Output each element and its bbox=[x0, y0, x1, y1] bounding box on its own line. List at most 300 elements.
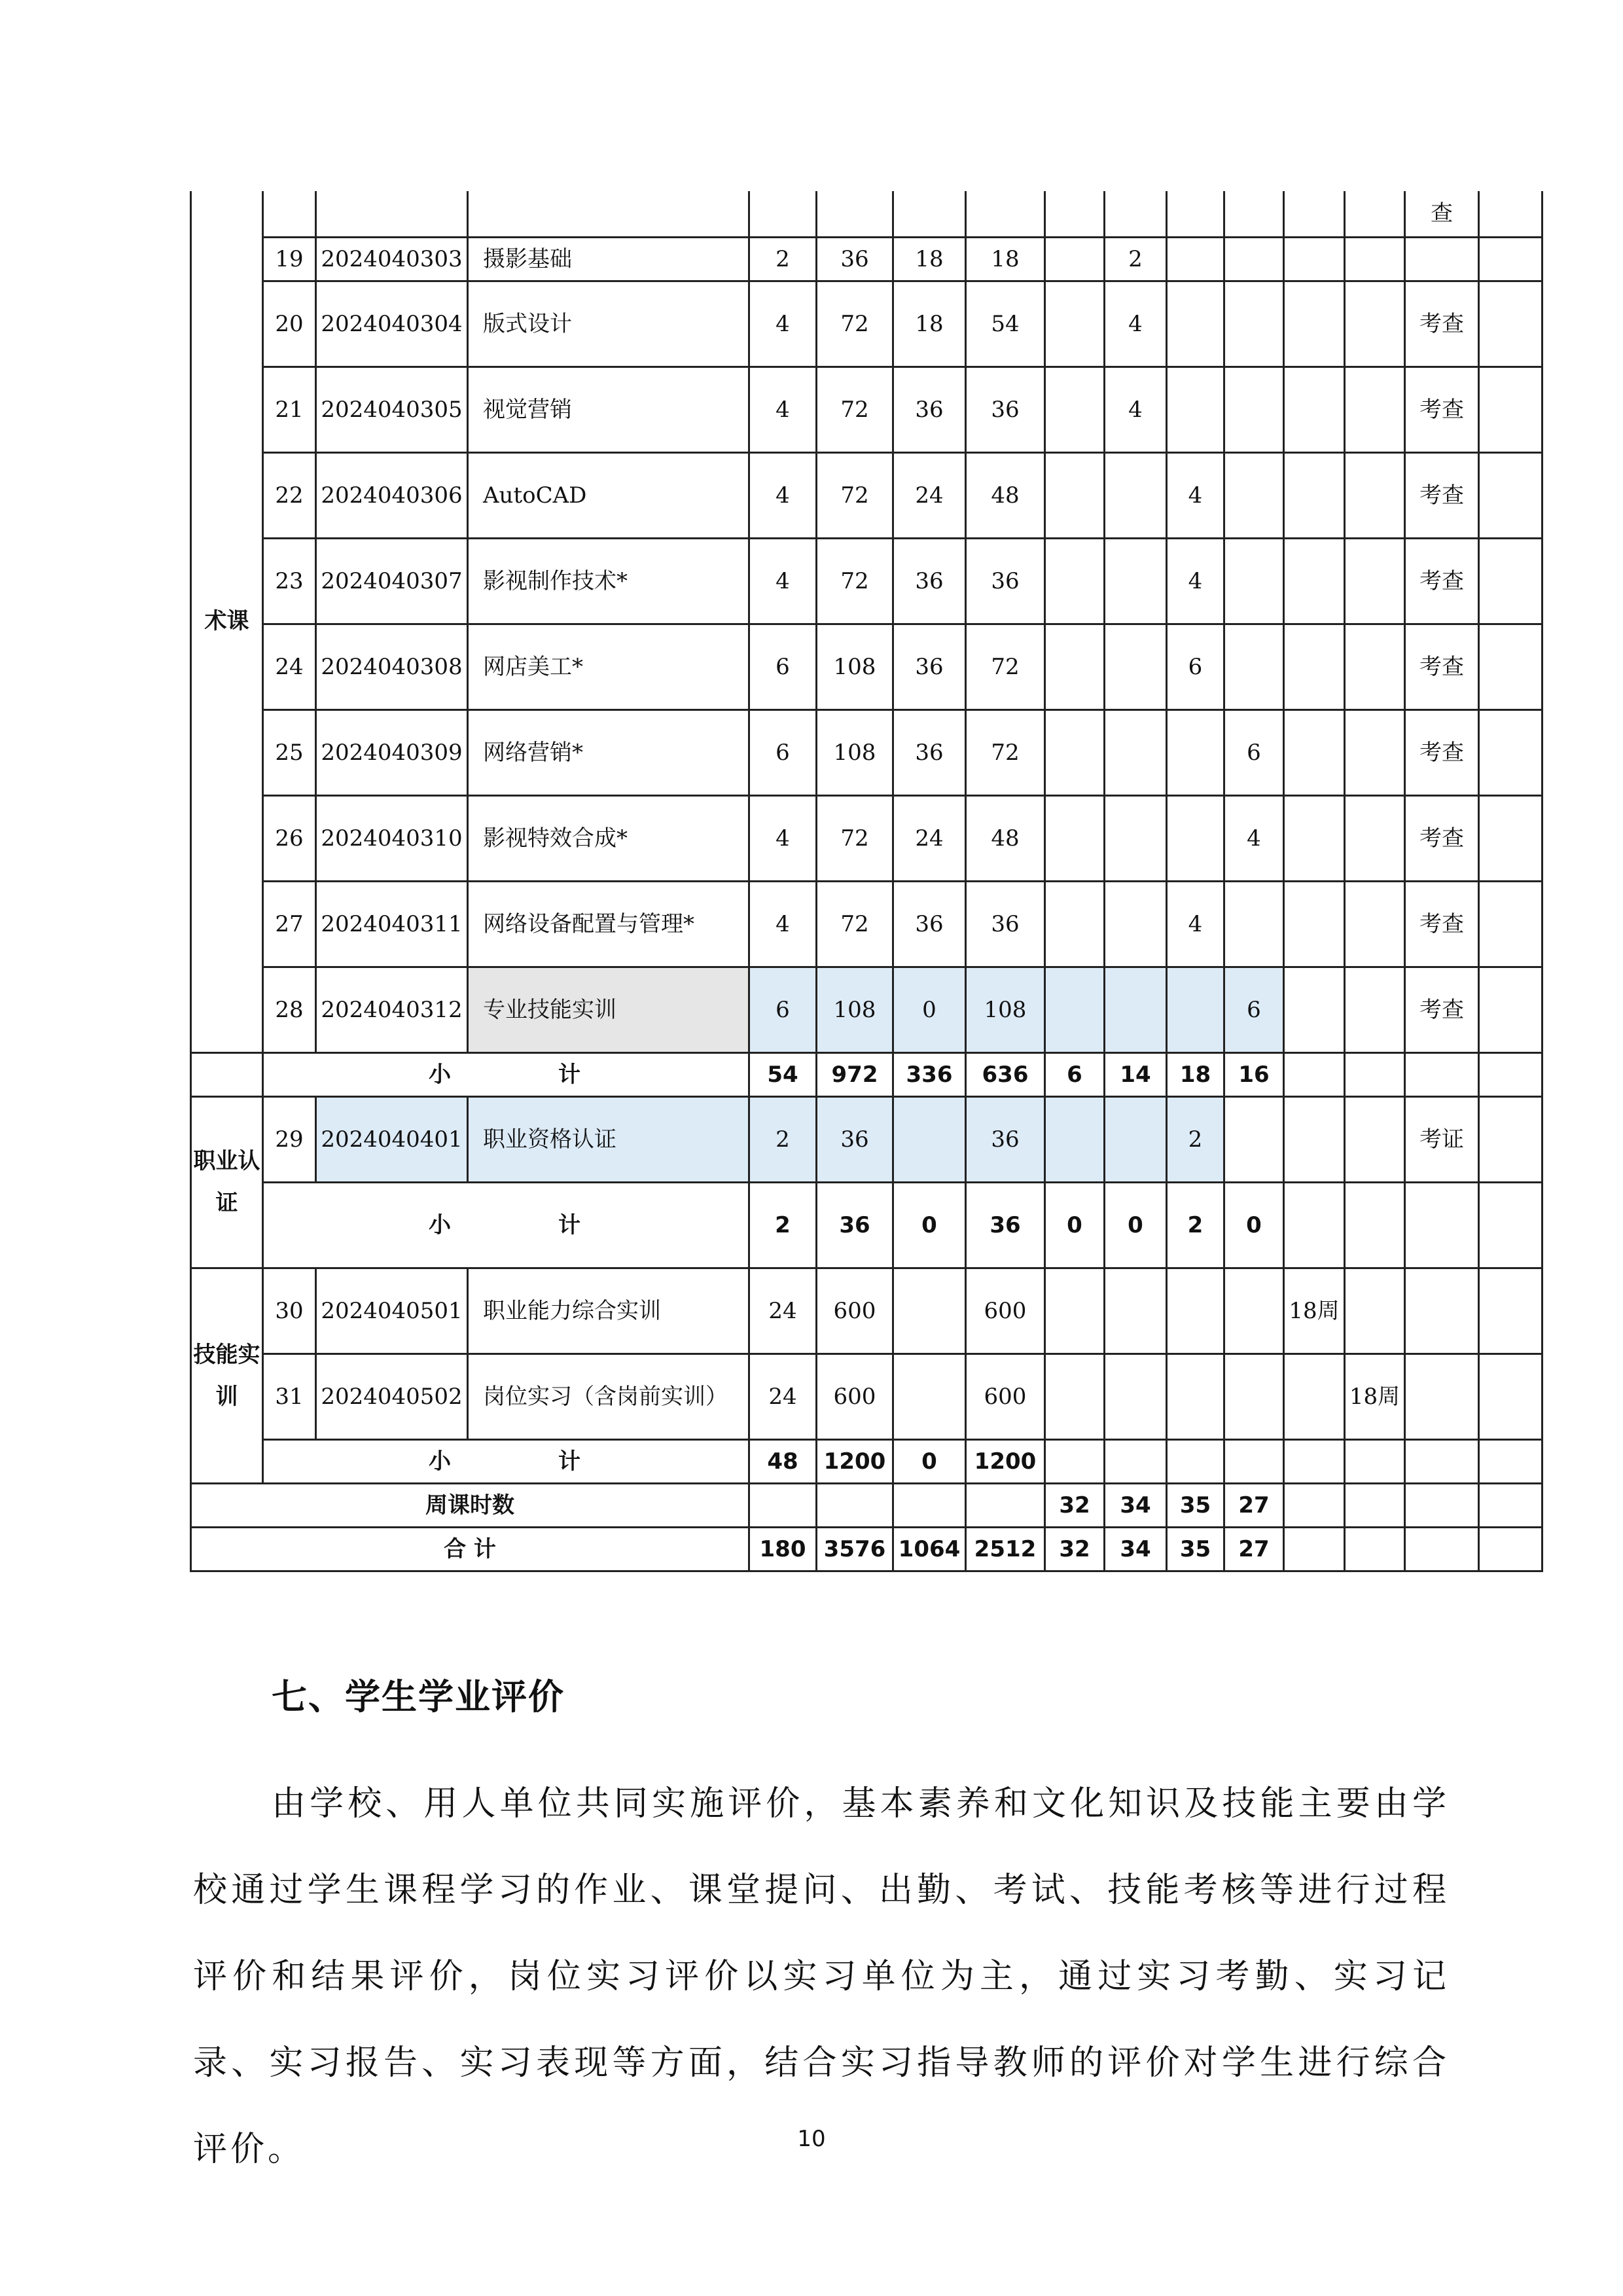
course-sem-2 bbox=[1105, 452, 1167, 538]
course-sem-6 bbox=[1345, 538, 1405, 624]
course-sem-5 bbox=[1284, 538, 1345, 624]
table-row bbox=[191, 1268, 1543, 1354]
course-hours: 72 bbox=[817, 452, 893, 538]
total-label: 合 计 bbox=[191, 1527, 749, 1571]
course-practice: 72 bbox=[966, 709, 1045, 795]
course-credits bbox=[749, 191, 817, 237]
course-note bbox=[1479, 281, 1543, 367]
course-credits: 4 bbox=[749, 367, 817, 452]
curriculum-table bbox=[190, 191, 1543, 1572]
course-theory: 36 bbox=[893, 367, 966, 452]
empty-cell bbox=[1345, 1483, 1405, 1527]
course-sem-5 bbox=[1284, 624, 1345, 709]
course-sem-3 bbox=[1167, 191, 1224, 237]
course-practice: 18 bbox=[966, 237, 1045, 281]
course-hours: 108 bbox=[817, 709, 893, 795]
course-hours: 36 bbox=[817, 237, 893, 281]
course-assessment bbox=[1405, 1268, 1479, 1354]
course-credits: 6 bbox=[749, 709, 817, 795]
weekly-hours-label: 周课时数 bbox=[191, 1483, 749, 1527]
course-code: 2024040311 bbox=[316, 881, 468, 967]
empty-cell bbox=[966, 1483, 1045, 1527]
course-sem-5 bbox=[1284, 367, 1345, 452]
course-hours: 72 bbox=[817, 367, 893, 452]
weekly-s2: 34 bbox=[1105, 1483, 1167, 1527]
course-credits: 24 bbox=[749, 1268, 817, 1354]
course-theory: 36 bbox=[893, 538, 966, 624]
course-hours: 72 bbox=[817, 881, 893, 967]
empty-cell bbox=[1284, 1439, 1345, 1483]
course-assessment: 考查 bbox=[1405, 367, 1479, 452]
course-hours: 600 bbox=[817, 1268, 893, 1354]
course-assessment: 考证 bbox=[1405, 1096, 1479, 1182]
course-sem-3 bbox=[1167, 281, 1224, 367]
course-sem-2: 4 bbox=[1105, 281, 1167, 367]
course-theory: 24 bbox=[893, 452, 966, 538]
course-sem-6: 18周 bbox=[1345, 1354, 1405, 1439]
course-sem-1 bbox=[1045, 709, 1105, 795]
empty-cell bbox=[1045, 1439, 1105, 1483]
course-sem-1 bbox=[1045, 367, 1105, 452]
course-practice: 72 bbox=[966, 624, 1045, 709]
course-assessment: 考查 bbox=[1405, 452, 1479, 538]
course-code: 2024040304 bbox=[316, 281, 468, 367]
course-assessment: 考查 bbox=[1405, 709, 1479, 795]
course-sem-5 bbox=[1284, 709, 1345, 795]
table-row bbox=[191, 367, 1543, 452]
course-sem-2 bbox=[1105, 881, 1167, 967]
course-sem-1 bbox=[1045, 1354, 1105, 1439]
course-sem-2 bbox=[1105, 191, 1167, 237]
course-sem-2 bbox=[1105, 624, 1167, 709]
course-theory: 18 bbox=[893, 281, 966, 367]
course-assessment: 考查 bbox=[1405, 538, 1479, 624]
category-tech-course: 术课 bbox=[191, 191, 263, 1052]
course-sem-6 bbox=[1345, 191, 1405, 237]
subtotal-label-left: 小 bbox=[429, 1448, 454, 1475]
course-sem-4 bbox=[1224, 452, 1284, 538]
table-row bbox=[191, 281, 1543, 367]
course-sem-5 bbox=[1284, 795, 1345, 881]
subtotal-label-right: 计 bbox=[558, 1448, 583, 1475]
course-no: 21 bbox=[263, 367, 316, 452]
course-practice: 108 bbox=[966, 967, 1045, 1052]
course-note bbox=[1479, 452, 1543, 538]
course-name: 职业资格认证 bbox=[468, 1096, 749, 1182]
course-code: 2024040303 bbox=[316, 237, 468, 281]
course-code: 2024040306 bbox=[316, 452, 468, 538]
empty-cell bbox=[1284, 1527, 1345, 1571]
course-code: 2024040310 bbox=[316, 795, 468, 881]
subtotal-theory: 336 bbox=[893, 1052, 966, 1096]
empty-cell bbox=[1479, 1439, 1543, 1483]
course-practice: 48 bbox=[966, 452, 1045, 538]
course-name: 影视制作技术* bbox=[468, 538, 749, 624]
course-sem-6 bbox=[1345, 452, 1405, 538]
course-sem-1 bbox=[1045, 795, 1105, 881]
empty-cell bbox=[1405, 1182, 1479, 1268]
course-sem-6 bbox=[1345, 1268, 1405, 1354]
empty-cell bbox=[1405, 1483, 1479, 1527]
table-row bbox=[191, 967, 1543, 1052]
total-s2: 34 bbox=[1105, 1527, 1167, 1571]
course-sem-1 bbox=[1045, 452, 1105, 538]
table-row bbox=[191, 538, 1543, 624]
course-code: 2024040307 bbox=[316, 538, 468, 624]
empty-cell bbox=[749, 1483, 817, 1527]
course-theory: 36 bbox=[893, 624, 966, 709]
course-hours: 72 bbox=[817, 795, 893, 881]
course-sem-4 bbox=[1224, 1096, 1284, 1182]
subtotal-credits: 2 bbox=[749, 1182, 817, 1268]
course-no: 23 bbox=[263, 538, 316, 624]
course-assessment: 考查 bbox=[1405, 967, 1479, 1052]
course-name: 影视特效合成* bbox=[468, 795, 749, 881]
course-assessment bbox=[1405, 1354, 1479, 1439]
course-sem-3 bbox=[1167, 795, 1224, 881]
category-blank bbox=[191, 1052, 263, 1096]
course-practice: 36 bbox=[966, 1096, 1045, 1182]
course-note bbox=[1479, 1268, 1543, 1354]
course-sem-6 bbox=[1345, 967, 1405, 1052]
course-credits: 2 bbox=[749, 237, 817, 281]
course-no: 22 bbox=[263, 452, 316, 538]
course-note bbox=[1479, 967, 1543, 1052]
empty-cell bbox=[1167, 1439, 1224, 1483]
course-sem-3: 4 bbox=[1167, 452, 1224, 538]
empty-cell bbox=[1224, 1439, 1284, 1483]
course-sem-4 bbox=[1224, 1354, 1284, 1439]
course-sem-4 bbox=[1224, 367, 1284, 452]
course-credits: 6 bbox=[749, 624, 817, 709]
course-note bbox=[1479, 709, 1543, 795]
course-sem-2: 4 bbox=[1105, 367, 1167, 452]
course-note bbox=[1479, 191, 1543, 237]
course-credits: 4 bbox=[749, 881, 817, 967]
empty-cell bbox=[1284, 1483, 1345, 1527]
course-code: 2024040501 bbox=[316, 1268, 468, 1354]
course-sem-2 bbox=[1105, 795, 1167, 881]
course-sem-3: 4 bbox=[1167, 538, 1224, 624]
course-name: 视觉营销 bbox=[468, 367, 749, 452]
subtotal-hours: 36 bbox=[817, 1182, 893, 1268]
course-name: 网络营销* bbox=[468, 709, 749, 795]
course-sem-5 bbox=[1284, 967, 1345, 1052]
course-hours: 108 bbox=[817, 967, 893, 1052]
course-theory bbox=[893, 1268, 966, 1354]
weekly-s1: 32 bbox=[1045, 1483, 1105, 1527]
course-theory: 36 bbox=[893, 709, 966, 795]
course-name: 岗位实习（含岗前实训） bbox=[468, 1354, 749, 1439]
course-assessment: 考查 bbox=[1405, 881, 1479, 967]
course-sem-1 bbox=[1045, 881, 1105, 967]
course-code: 2024040502 bbox=[316, 1354, 468, 1439]
course-sem-4: 6 bbox=[1224, 967, 1284, 1052]
course-sem-6 bbox=[1345, 881, 1405, 967]
subtotal-s2: 0 bbox=[1105, 1182, 1167, 1268]
course-name: 版式设计 bbox=[468, 281, 749, 367]
course-sem-2 bbox=[1105, 538, 1167, 624]
course-s2 bbox=[1105, 1096, 1167, 1182]
course-hours: 108 bbox=[817, 624, 893, 709]
subtotal-label-left: 小 bbox=[429, 1061, 454, 1088]
course-sem-3 bbox=[1167, 367, 1224, 452]
course-name: 网络设备配置与管理* bbox=[468, 881, 749, 967]
subtotal-s3: 2 bbox=[1167, 1182, 1224, 1268]
empty-cell bbox=[1479, 1052, 1543, 1096]
course-theory: 18 bbox=[893, 237, 966, 281]
section-heading: 七、学生学业评价 bbox=[272, 1676, 565, 1717]
total-s4: 27 bbox=[1224, 1527, 1284, 1571]
empty-cell bbox=[1284, 1052, 1345, 1096]
subtotal-credits: 54 bbox=[749, 1052, 817, 1096]
subtotal-label-right: 计 bbox=[558, 1211, 583, 1238]
course-sem-2: 2 bbox=[1105, 237, 1167, 281]
course-sem-4 bbox=[1224, 281, 1284, 367]
course-sem-4 bbox=[1224, 191, 1284, 237]
course-sem-5: 18周 bbox=[1284, 1268, 1345, 1354]
course-no: 25 bbox=[263, 709, 316, 795]
course-no: 26 bbox=[263, 795, 316, 881]
course-sem-5 bbox=[1284, 881, 1345, 967]
empty-cell bbox=[1345, 1052, 1405, 1096]
course-s1 bbox=[1045, 1096, 1105, 1182]
course-sem-4 bbox=[1224, 1268, 1284, 1354]
subtotal-s1: 6 bbox=[1045, 1052, 1105, 1096]
course-no: 19 bbox=[263, 237, 316, 281]
category-cert: 职业认证 bbox=[191, 1096, 263, 1268]
subtotal-s3: 18 bbox=[1167, 1052, 1224, 1096]
subtotal-practice: 1200 bbox=[966, 1439, 1045, 1483]
course-code: 2024040309 bbox=[316, 709, 468, 795]
course-sem-5 bbox=[1284, 281, 1345, 367]
table-row bbox=[191, 1096, 1543, 1182]
table-row bbox=[191, 191, 1543, 237]
table-row bbox=[191, 709, 1543, 795]
empty-cell bbox=[1284, 1182, 1345, 1268]
course-sem-3 bbox=[1167, 709, 1224, 795]
subtotal-label bbox=[263, 1052, 749, 1096]
table-row bbox=[191, 1354, 1543, 1439]
subtotal-theory: 0 bbox=[893, 1439, 966, 1483]
empty-cell bbox=[1105, 1439, 1167, 1483]
course-assessment bbox=[1405, 237, 1479, 281]
subtotal-s2: 14 bbox=[1105, 1052, 1167, 1096]
course-sem-1 bbox=[1045, 191, 1105, 237]
subtotal-label-right: 计 bbox=[558, 1061, 583, 1088]
course-sem-5 bbox=[1284, 452, 1345, 538]
course-s3: 2 bbox=[1167, 1096, 1224, 1182]
course-sem-4 bbox=[1224, 538, 1284, 624]
total-s1: 32 bbox=[1045, 1527, 1105, 1571]
table-row bbox=[191, 795, 1543, 881]
course-credits: 6 bbox=[749, 967, 817, 1052]
course-sem-5 bbox=[1284, 1354, 1345, 1439]
course-sem-6 bbox=[1345, 624, 1405, 709]
subtotal-hours: 1200 bbox=[817, 1439, 893, 1483]
subtotal-label bbox=[263, 1439, 749, 1483]
course-sem-4: 6 bbox=[1224, 709, 1284, 795]
subtotal-practice: 636 bbox=[966, 1052, 1045, 1096]
weekly-s3: 35 bbox=[1167, 1483, 1224, 1527]
course-sem-3 bbox=[1167, 1354, 1224, 1439]
course-note bbox=[1479, 538, 1543, 624]
course-sem-6 bbox=[1345, 367, 1405, 452]
subtotal-practice: 36 bbox=[966, 1182, 1045, 1268]
subtotal-credits: 48 bbox=[749, 1439, 817, 1483]
course-code: 2024040308 bbox=[316, 624, 468, 709]
course-practice: 600 bbox=[966, 1268, 1045, 1354]
course-sem-6 bbox=[1345, 795, 1405, 881]
course-assessment: 查 bbox=[1405, 191, 1479, 237]
course-sem-4 bbox=[1224, 624, 1284, 709]
weekly-s4: 27 bbox=[1224, 1483, 1284, 1527]
course-note bbox=[1479, 881, 1543, 967]
course-sem-4 bbox=[1224, 237, 1284, 281]
course-no bbox=[263, 191, 316, 237]
course-note bbox=[1479, 1354, 1543, 1439]
course-sem-2 bbox=[1105, 1354, 1167, 1439]
course-name: 专业技能实训 bbox=[468, 967, 749, 1052]
course-name: AutoCAD bbox=[468, 452, 749, 538]
page-number: 10 bbox=[797, 2126, 826, 2152]
course-practice: 54 bbox=[966, 281, 1045, 367]
course-sem-1 bbox=[1045, 967, 1105, 1052]
course-code bbox=[316, 191, 468, 237]
course-sem-3 bbox=[1167, 1268, 1224, 1354]
subtotal-s4: 0 bbox=[1224, 1182, 1284, 1268]
empty-cell bbox=[1345, 1527, 1405, 1571]
course-name bbox=[468, 191, 749, 237]
course-no: 31 bbox=[263, 1354, 316, 1439]
course-credits: 4 bbox=[749, 795, 817, 881]
empty-cell bbox=[1405, 1527, 1479, 1571]
subtotal-s1: 0 bbox=[1045, 1182, 1105, 1268]
course-name: 职业能力综合实训 bbox=[468, 1268, 749, 1354]
course-credits: 24 bbox=[749, 1354, 817, 1439]
section-body: 由学校、用人单位共同实施评价，基本素养和文化知识及技能主要由学校通过学生课程学习的作业、课堂提问、出勤、考试、技能考核等进行过程评价和结果评价，岗位实习评价以实习单位为主，通过实习考勤、实习记录、实习报告、实习表现等方面，结合实习指导教师的评价对学生进行综合评价。 bbox=[193, 1784, 1450, 2169]
course-credits: 4 bbox=[749, 452, 817, 538]
empty-cell bbox=[1479, 1527, 1543, 1571]
table-row bbox=[191, 1439, 1543, 1483]
course-theory bbox=[893, 1354, 966, 1439]
total-hours: 3576 bbox=[817, 1527, 893, 1571]
empty-cell bbox=[1345, 1439, 1405, 1483]
course-note bbox=[1479, 237, 1543, 281]
empty-cell bbox=[817, 1483, 893, 1527]
course-hours: 72 bbox=[817, 281, 893, 367]
total-theory: 1064 bbox=[893, 1527, 966, 1571]
course-credits: 2 bbox=[749, 1096, 817, 1182]
course-assessment: 考查 bbox=[1405, 795, 1479, 881]
course-code: 2024040305 bbox=[316, 367, 468, 452]
course-sem-5 bbox=[1284, 237, 1345, 281]
subtotal-theory: 0 bbox=[893, 1182, 966, 1268]
course-note bbox=[1479, 795, 1543, 881]
course-sem-5 bbox=[1284, 1096, 1345, 1182]
course-sem-6 bbox=[1345, 281, 1405, 367]
course-code: 2024040312 bbox=[316, 967, 468, 1052]
course-hours: 72 bbox=[817, 538, 893, 624]
course-name: 网店美工* bbox=[468, 624, 749, 709]
course-no: 20 bbox=[263, 281, 316, 367]
table-row bbox=[191, 1483, 1543, 1527]
course-theory bbox=[893, 191, 966, 237]
total-practice: 2512 bbox=[966, 1527, 1045, 1571]
course-sem-2 bbox=[1105, 709, 1167, 795]
course-practice: 48 bbox=[966, 795, 1045, 881]
course-practice: 36 bbox=[966, 538, 1045, 624]
course-credits: 4 bbox=[749, 281, 817, 367]
course-sem-4 bbox=[1224, 881, 1284, 967]
category-skill: 技能实训 bbox=[191, 1268, 263, 1483]
empty-cell bbox=[893, 1483, 966, 1527]
table-row bbox=[191, 237, 1543, 281]
empty-cell bbox=[1479, 1483, 1543, 1527]
course-sem-1 bbox=[1045, 237, 1105, 281]
empty-cell bbox=[1345, 1182, 1405, 1268]
subtotal-label bbox=[263, 1182, 749, 1268]
course-sem-3 bbox=[1167, 237, 1224, 281]
course-sem-6 bbox=[1345, 237, 1405, 281]
course-sem-1 bbox=[1045, 538, 1105, 624]
table-row bbox=[191, 1052, 1543, 1096]
course-practice: 600 bbox=[966, 1354, 1045, 1439]
course-theory: 36 bbox=[893, 881, 966, 967]
table-row bbox=[191, 1182, 1543, 1268]
course-note bbox=[1479, 1096, 1543, 1182]
course-hours: 600 bbox=[817, 1354, 893, 1439]
course-sem-6 bbox=[1345, 709, 1405, 795]
course-sem-4: 4 bbox=[1224, 795, 1284, 881]
total-credits: 180 bbox=[749, 1527, 817, 1571]
course-note bbox=[1479, 367, 1543, 452]
table-row bbox=[191, 1527, 1543, 1571]
empty-cell bbox=[1405, 1439, 1479, 1483]
course-no: 24 bbox=[263, 624, 316, 709]
course-sem-2 bbox=[1105, 967, 1167, 1052]
course-practice bbox=[966, 191, 1045, 237]
table-row bbox=[191, 881, 1543, 967]
course-theory bbox=[893, 1096, 966, 1182]
course-no: 29 bbox=[263, 1096, 316, 1182]
subtotal-hours: 972 bbox=[817, 1052, 893, 1096]
course-no: 30 bbox=[263, 1268, 316, 1354]
course-sem-1 bbox=[1045, 1268, 1105, 1354]
total-s3: 35 bbox=[1167, 1527, 1224, 1571]
course-sem-5 bbox=[1284, 191, 1345, 237]
empty-cell bbox=[1479, 1182, 1543, 1268]
course-sem-3: 6 bbox=[1167, 624, 1224, 709]
course-name: 摄影基础 bbox=[468, 237, 749, 281]
subtotal-s4: 16 bbox=[1224, 1052, 1284, 1096]
course-sem-1 bbox=[1045, 624, 1105, 709]
course-sem-6 bbox=[1345, 1096, 1405, 1182]
course-sem-3 bbox=[1167, 967, 1224, 1052]
course-sem-2 bbox=[1105, 1268, 1167, 1354]
course-note bbox=[1479, 624, 1543, 709]
course-sem-1 bbox=[1045, 281, 1105, 367]
course-theory: 0 bbox=[893, 967, 966, 1052]
course-no: 28 bbox=[263, 967, 316, 1052]
course-hours bbox=[817, 191, 893, 237]
course-assessment: 考查 bbox=[1405, 281, 1479, 367]
course-credits: 4 bbox=[749, 538, 817, 624]
empty-cell bbox=[1405, 1052, 1479, 1096]
course-assessment: 考查 bbox=[1405, 624, 1479, 709]
table-row bbox=[191, 452, 1543, 538]
course-sem-3: 4 bbox=[1167, 881, 1224, 967]
